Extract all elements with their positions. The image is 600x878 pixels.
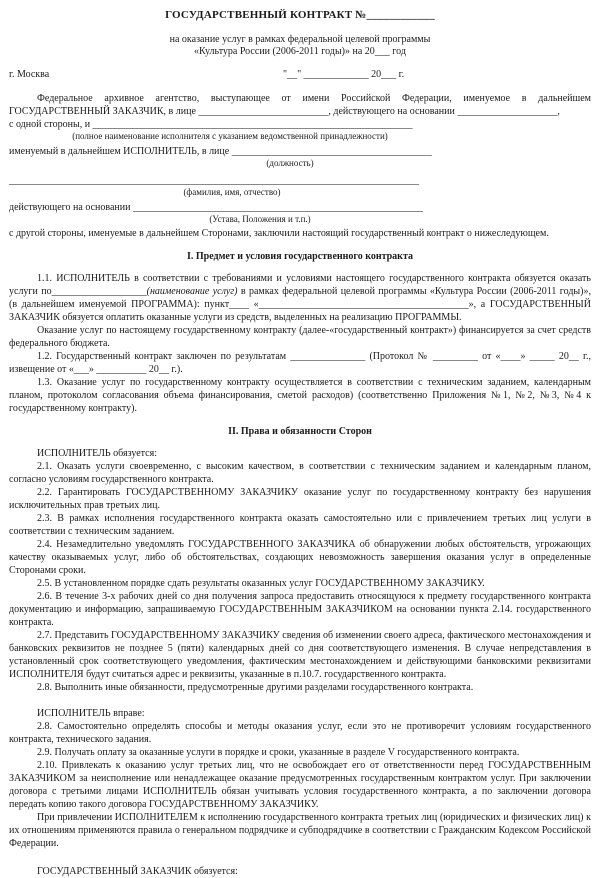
preamble-closing-line: с другой стороны, именуемые в дальнейшем Сторонами, заключили настоящий государственный контракт о нижеследующем.	[9, 228, 549, 239]
clause-1-3: 1.3. Оказание услуг по государственному контракту осуществляется в соответствии с техническим заданием, календарным планом, протоколом согласования объема финансирования, сметой расходов) (соответственно Приложения №1, №2, №3, №4 к государственному контракту).	[9, 377, 591, 414]
city-label: г. Москва	[9, 69, 50, 80]
position-caption: (должность)	[266, 158, 314, 168]
fio-caption: (фамилия, имя, отчество)	[183, 187, 281, 197]
clause-2-3: 2.3. В рамках исполнения государственного контракта оказать самостоятельно или с привлечением третьих лиц услуги в соответствии с техническим заданием.	[9, 513, 591, 537]
clause-2-2: 2.2. Гарантировать ГОСУДАРСТВЕННОМУ ЗАКАЗЧИКУ оказание услуг по государственному контракту без нарушения исключительных прав третьих лиц.	[9, 487, 591, 511]
clause-1-1-text-before: 1.1. ИСПОЛНИТЕЛЬ в соответствии с требованиями и условиями настоящего государственного контракта обязуется оказать услуги по___________________	[9, 273, 591, 297]
clause-1-1	[9, 272, 591, 324]
date-blank-line: "__" _____________ 20___ г.	[283, 69, 405, 80]
clause-2-10: 2.10. Привлекать к оказанию услуг третьих лиц, что не освобождает его от ответственности перед ГОСУДАРСТВЕННЫМ ЗАКАЗЧИКОМ за неисполнение или ненадлежащее оказание предусмотренных государственным контрактом услуг. При заключении договора с третьими лицами ИСПОЛНИТЕЛЬ обязан учитывать условия государственного контракта, а по заключении договора передать копию такого договора ГОСУДАРСТВЕННОМУ ЗАКАЗЧИКУ.	[9, 760, 591, 810]
place-date-row	[9, 68, 591, 81]
clause-2-10-subcontractor-note: При привлечении ИСПОЛНИТЕЛЕМ к исполнению государственного контракта третьих лиц (юридических и физических лиц) к их отношениям применяются правила о генеральном подрядчике и субподрядчике в соответствии с Гражданским Кодексом Российской Федерации.	[9, 812, 591, 849]
party-one-side-line: с одной стороны, и ________________________________________________________________	[9, 119, 413, 130]
service-name-caption: (наименование услуг)	[146, 286, 238, 297]
acting-basis-line: действующего на основании __________________________________________________________	[9, 202, 423, 213]
clause-2-4: 2.4. Незамедлительно уведомлять ГОСУДАРСТВЕННОГО ЗАКАЗЧИКА об обнаружении любых обстоятельств, угрожающих качеству оказываемых услуг, либо об обстоятельствах, создающих невозможность завершения оказания услуг в определенные Сторонами сроки.	[9, 539, 591, 576]
fio-blank-line: __________________________________________________________________________________	[9, 175, 419, 186]
clause-2-8: 2.8. Выполнить иные обязанности, предусмотренные другими разделами государственного контракта.	[37, 682, 474, 693]
contract-subtitle-line1: на оказание услуг в рамках федеральной целевой программы	[169, 34, 431, 45]
customer-obligations-label: ГОСУДАРСТВЕННЫЙ ЗАКАЗЧИК обязуется:	[37, 866, 238, 877]
clause-1-1-text-after: в рамках федеральной целевой программы «Культура России (2006-2011 годы)», (в дальнейшем именуемой ПРОГРАММА): пункт____ «__________________________________________», а ГОСУДАРСТВЕННЫЙ ЗАКАЗЧИК обязуется оплатить оказанные услуги из средств, выделенных на реализацию ПРОГРАММЫ.	[9, 286, 591, 323]
clause-2-8b: 2.8. Самостоятельно определять способы и методы оказания услуг, если это не противоречит условиям государственного контракта, технического задания.	[9, 721, 591, 745]
section-2-heading: II. Права и обязанности Сторон	[228, 426, 372, 437]
clause-2-7: 2.7. Представить ГОСУДАРСТВЕННОМУ ЗАКАЗЧИКУ сведения об изменении своего адреса, фактического местонахождения и банковских реквизитов не позднее 5 (пяти) календарных дней со дня соответствующего изменения. В случае непредставления в установленный срок соответствующего уведомления, фактическим местонахождением и действующими банковскими реквизитами ИСПОЛНИТЕЛЯ будут считаться адрес и реквизиты, указанные в п.10.7. государственного контракта.	[9, 630, 591, 680]
clause-2-9: 2.9. Получать оплату за оказанные услуги в порядке и сроки, указанные в разделе V государственного контракта.	[37, 747, 520, 758]
executor-rights-label: ИСПОЛНИТЕЛЬ вправе:	[37, 708, 145, 719]
contract-title: ГОСУДАРСТВЕННЫЙ КОНТРАКТ №____________	[165, 9, 435, 21]
clause-2-6: 2.6. В течение 3-х рабочих дней со дня получения запроса предоставить относящуюся к предмету государственного контракта документацию и информацию, запрашиваемую ГОСУДАРСТВЕННЫМ ЗАКАЗЧИКОМ на основании пункта 2.14. государственного контракта.	[9, 591, 591, 628]
clause-1-2: 1.2. Государственный контракт заключен по результатам _______________ (Протокол № _________ от «____» _____ 20__ г., извещение от «___» __________ 20__ г.).	[9, 351, 591, 375]
executor-name-line: именуемый в дальнейшем ИСПОЛНИТЕЛЬ, в лице ________________________________________	[9, 146, 432, 157]
clause-2-1: 2.1. Оказать услуги своевременно, с высоким качеством, в соответствии с техническим заданием и календарным планом, согласно условиям государственного контракта.	[9, 461, 591, 485]
clause-1-1-funding-note: Оказание услуг по настоящему государственному контракту (далее-«государственный контракт») финансируется за счет средств федерального бюджета.	[9, 325, 591, 349]
section-1-heading: I. Предмет и условия государственного контракта	[187, 251, 413, 262]
executor-obligations-label: ИСПОЛНИТЕЛЬ обязуется:	[37, 448, 157, 459]
charter-caption: (Устава, Положения и т.п.)	[209, 214, 311, 224]
contract-subtitle-line2: «Культура России (2006-2011 годы)» на 20___ год	[194, 46, 406, 57]
executor-org-name-caption: (полное наименование исполнителя с указанием ведомственной принадлежности)	[72, 131, 388, 141]
preamble-paragraph: Федеральное архивное агентство, выступающее от имени Российской Федерации, именуемое в дальнейшем ГОСУДАРСТВЕННЫЙ ЗАКАЗЧИК, в лице __________________________, действующего на основании ____________________,	[9, 93, 591, 117]
clause-2-5: 2.5. В установленном порядке сдать результаты оказанных услуг ГОСУДАРСТВЕННОМУ ЗАКАЗЧИКУ.	[37, 578, 485, 589]
